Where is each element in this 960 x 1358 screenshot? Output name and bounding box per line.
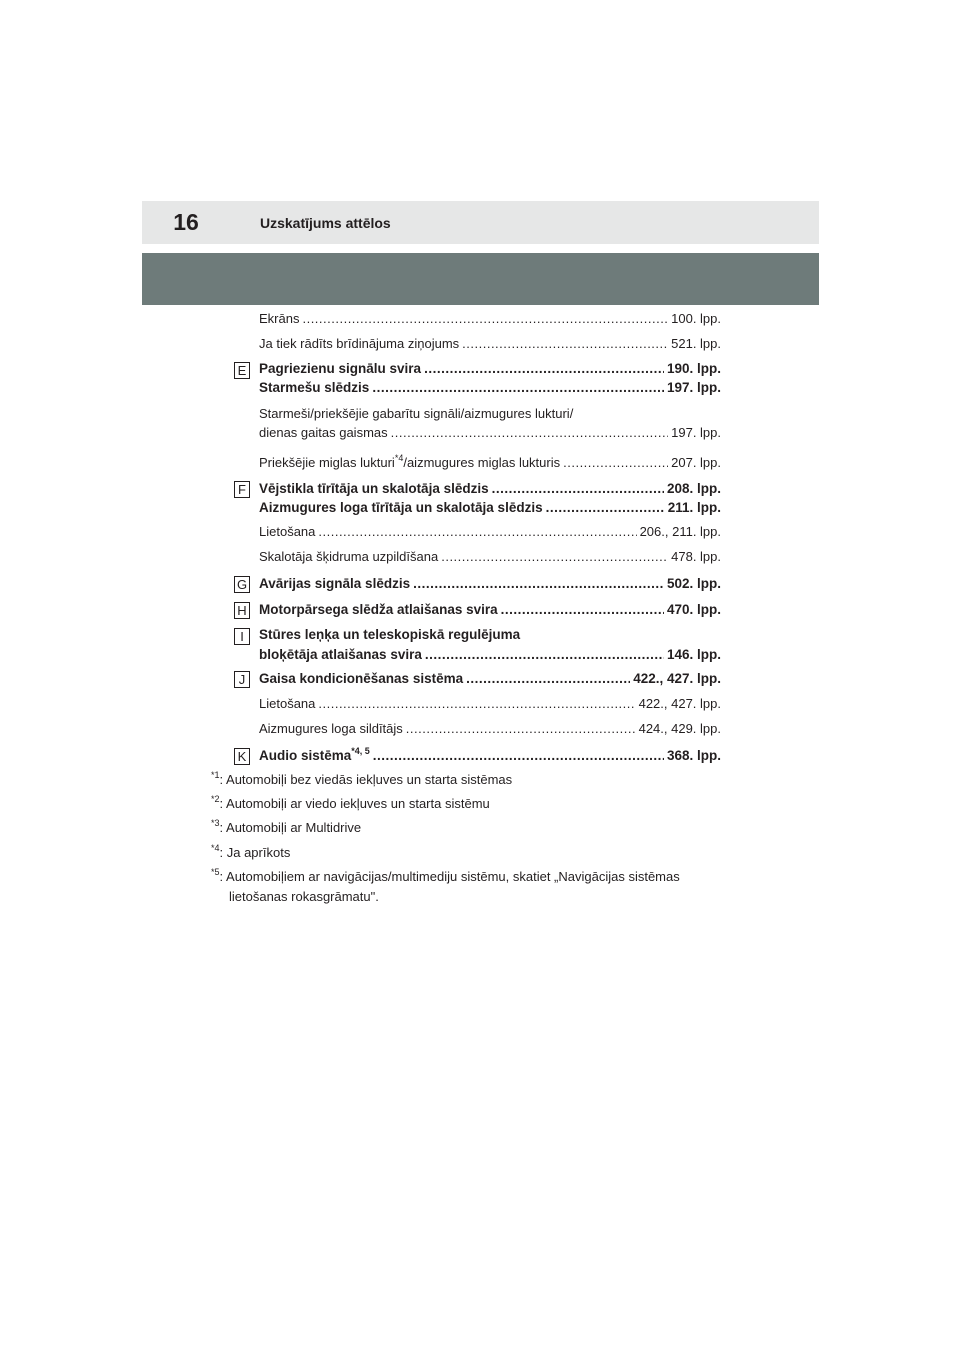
index-entry: Gaisa kondicionēšanas sistēma ..... 422., 427. lpp. — [259, 669, 721, 689]
footnote: $^{*1}$: Automobiļi bez viedās iekļuves un starta sistēmas — [211, 770, 513, 787]
index-entry: Aizmugures loga tīrītāja un skalotāja slēdzis ..... 211. lpp. — [259, 498, 721, 518]
index-entry: dienas gaitas gaismas ..... 197. lpp. — [259, 423, 721, 443]
index-entry: Pagriezienu signālu svira ..... 190. lpp. — [259, 359, 721, 379]
callout-letter-g: G — [234, 576, 250, 593]
index-entry: bloķētāja atlaišanas svira ..... 146. lpp. — [259, 645, 721, 665]
page-number: 16 — [173, 209, 199, 235]
callout-letter-f: F — [234, 481, 250, 498]
callout-letter-j: J — [234, 671, 250, 688]
index-entry: Aizmugures loga sildītājs ..... 424., 429. lpp. — [259, 719, 721, 739]
index-entry: Priekšējie miglas lukturi$^{*4}$/aizmugures miglas lukturis ..... 207. lpp. — [259, 453, 721, 473]
index-entry: Audio sistēma$^{*4, 5}$ ..... 368. lpp. — [259, 746, 721, 766]
index-entry: Lietošana ..... 422., 427. lpp. — [259, 694, 721, 714]
index-entry: Avārijas signāla slēdzis ..... 502. lpp. — [259, 574, 721, 594]
index-entry: Motorpārsega slēdža atlaišanas svira ..... 470. lpp. — [259, 600, 721, 620]
index-entry: Ja tiek rādīts brīdinājuma ziņojums ..... 521. lpp. — [259, 334, 721, 354]
index-entry: Skalotāja šķidruma uzpildīšana ..... 478. lpp. — [259, 547, 721, 567]
footnote: $^{*4}$: Ja aprīkots — [211, 843, 291, 860]
callout-letter-i: I — [234, 628, 250, 645]
footnote: $^{*5}$: Automobiļiem ar navigācijas/multimediju sistēmu, skatiet „Navigācijas sistēmas lietošanas rokasgrāmatu". — [211, 867, 680, 904]
callout-letter-h: H — [234, 602, 250, 619]
index-entry: Starmeši/priekšējie gabarītu signāli/aizmugures lukturi/ — [259, 406, 574, 421]
index-entry: Ekrāns ..... 100. lpp. — [259, 309, 721, 329]
index-entry: Starmešu slēdzis ..... 197. lpp. — [259, 378, 721, 398]
callout-letter-e: E — [234, 362, 250, 379]
callout-letter-k: K — [234, 748, 250, 765]
index-entry: Vējstikla tīrītāja un skalotāja slēdzis ..... 208. lpp. — [259, 479, 721, 499]
index-entry: Stūres leņķa un teleskopiskā regulējuma — [259, 627, 521, 642]
footnote: $^{*2}$: Automobiļi ar viedo iekļuves un starta sistēmu — [211, 794, 490, 811]
section-title: Uzskatījums attēlos — [260, 214, 391, 231]
footnote: $^{*3}$: Automobiļi ar Multidrive — [211, 818, 362, 835]
index-entry: Lietošana ..... 206., 211. lpp. — [259, 522, 721, 542]
